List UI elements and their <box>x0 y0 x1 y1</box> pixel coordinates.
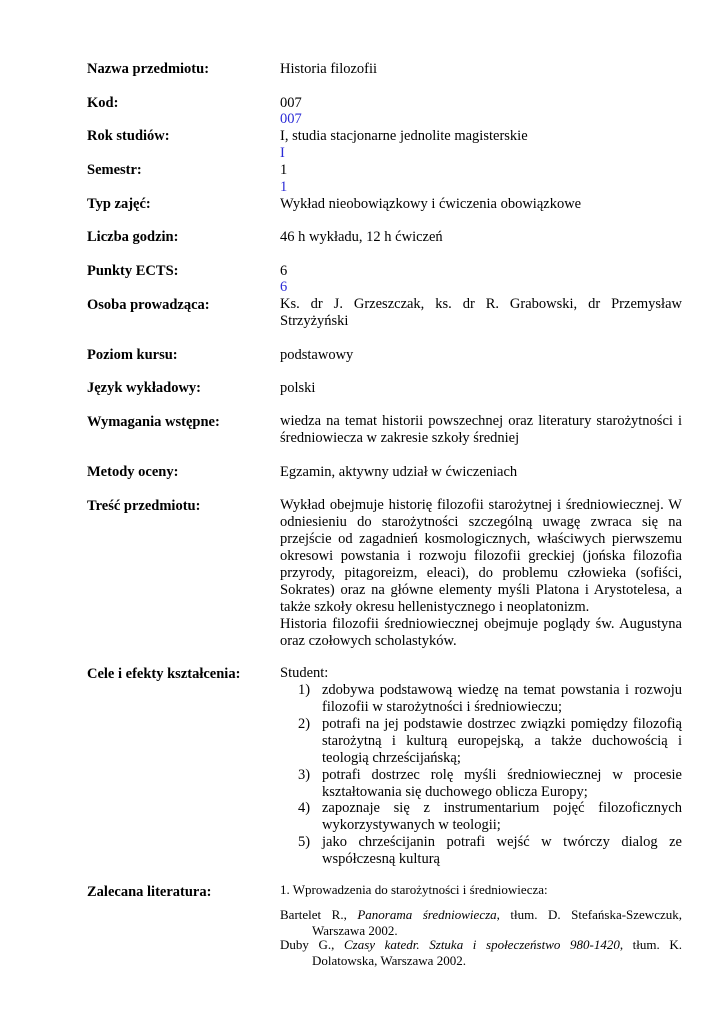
value-semestr: 1 <box>280 162 288 178</box>
label-rok-studiow: Rok studiów: <box>87 128 170 144</box>
tresc-line: odniesieniu do starożytności szczególną uwagę zwraca się na <box>280 514 682 530</box>
literatura-heading-text: 1. Wprowadzenia do starożytności i średniowiecza: <box>280 882 548 897</box>
cele-item-number: 4) <box>298 800 311 816</box>
label-kod: Kod: <box>87 95 119 111</box>
value-tresc-przedmiotu <box>280 497 682 650</box>
label-metody-oceny: Metody oceny: <box>87 464 179 480</box>
literatura-heading <box>280 882 682 899</box>
cele-item-number: 1) <box>298 682 311 698</box>
tresc-line: przejście od zagadnień kosmologicznych, właściwych pierwszemu <box>280 531 682 547</box>
label-jezyk-wykladowy: Język wykładowy: <box>87 380 201 396</box>
tresc-line: także szkoły okresu hellenistycznego i neoplatonizm. <box>280 599 590 615</box>
cele-item-line: filozofii w starożytności i średniowieczu; <box>322 699 562 715</box>
cele-item-line: zdobywa podstawową wiedzę na temat powstania i rozwoju <box>322 682 682 698</box>
tresc-line: oraz czołowych scholastyków. <box>280 633 457 649</box>
literatura-entry-continuation: Dolatowska, Warszawa 2002. <box>312 953 466 968</box>
cele-item-line: zapoznaje się z instrumentarium pojęć filozoficznych <box>322 800 682 816</box>
literatura-entry-1 <box>280 907 682 939</box>
cele-item-line: kształtowania się duchowego oblicza Europy; <box>322 784 588 800</box>
value-typ-zajec: Wykład nieobowiązkowy i ćwiczenia obowiązkowe <box>280 196 582 212</box>
literatura-entry-continuation: Warszawa 2002. <box>312 923 398 938</box>
cele-item-number: 3) <box>298 767 311 783</box>
tresc-line: okresowi powstania i rozwoju filozofii greckiej (jońska filozofia <box>280 548 682 564</box>
label-semestr: Semestr: <box>87 162 142 178</box>
value-ects-duplicate: 6 <box>280 279 288 295</box>
value-osoba-prowadzaca <box>280 296 682 330</box>
cele-intro: Student: <box>280 665 329 681</box>
value-punkty-ects: 6 <box>280 263 288 279</box>
entry-rest: , tłum. D. Stefańska-Szewczuk, <box>496 907 682 922</box>
entry-rest: , tłum. K. <box>619 937 682 952</box>
tresc-line: Historia filozofii średniowiecznej obejmuje poglądy św. Augustyna <box>280 616 682 632</box>
value-kod-duplicate: 007 <box>280 111 302 127</box>
cele-item-line: współczesną kulturą <box>322 851 440 867</box>
osoba-line: Ks. dr J. Grzeszczak, ks. dr R. Grabowski, dr Przemysław <box>280 296 682 312</box>
cele-item-number: 5) <box>298 834 311 850</box>
cele-item-line: jako chrześcijanin potrafi wejść w twórczy dialog ze <box>322 834 682 850</box>
entry-author: Duby G., <box>280 937 344 952</box>
label-wymagania-wstepne: Wymagania wstępne: <box>87 414 220 430</box>
literatura-entry-2 <box>280 937 682 969</box>
label-liczba-godzin: Liczba godzin: <box>87 229 179 245</box>
label-cele-i-efekty: Cele i efekty kształcenia: <box>87 666 241 682</box>
value-nazwa-przedmiotu: Historia filozofii <box>280 61 378 77</box>
cele-item-line: starożytną i kulturą europejską, a także duchowością i <box>322 733 682 749</box>
tresc-line: Sokrates) oraz na główne elementy myśli Platona i Arystotelesa, a <box>280 582 682 598</box>
osoba-line: Strzyżyński <box>280 313 349 329</box>
label-nazwa-przedmiotu: Nazwa przedmiotu: <box>87 61 210 77</box>
entry-title: Czasy katedr. Sztuka i społeczeństwo 980-1420 <box>343 937 620 952</box>
cele-item-line: wykorzystywanych w teologii; <box>322 817 501 833</box>
cele-item-line: potrafi na jej podstawie dostrzec związki pomiędzy filozofią <box>322 716 682 732</box>
entry-author: Bartelet R., <box>280 907 358 922</box>
value-rok-duplicate: I <box>280 145 285 161</box>
value-liczba-godzin: 46 h wykładu, 12 h ćwiczeń <box>280 229 443 245</box>
wymagania-line: wiedza na temat historii powszechnej oraz literatury starożytności i <box>280 413 682 429</box>
cele-item-line: potrafi dostrzec rolę myśli średniowiecznej w procesie <box>322 767 682 783</box>
label-punkty-ects: Punkty ECTS: <box>87 263 179 279</box>
value-metody-oceny: Egzamin, aktywny udział w ćwiczeniach <box>280 464 518 480</box>
value-rok-studiow: I, studia stacjonarne jednolite magisterskie <box>280 128 528 144</box>
label-typ-zajec: Typ zajęć: <box>87 196 151 212</box>
label-poziom-kursu: Poziom kursu: <box>87 347 178 363</box>
tresc-line: Wykład obejmuje historię filozofii starożytnej i średniowiecznej. W <box>280 497 682 513</box>
value-poziom-kursu: podstawowy <box>280 347 354 363</box>
value-jezyk-wykladowy: polski <box>280 380 316 396</box>
cele-item-number: 2) <box>298 716 311 732</box>
label-osoba-prowadzaca: Osoba prowadząca: <box>87 297 210 313</box>
value-wymagania-wstepne <box>280 413 682 447</box>
wymagania-line: średniowiecza w zakresie szkoły średniej <box>280 430 520 446</box>
literatura-entry-line <box>280 907 682 923</box>
label-tresc-przedmiotu: Treść przedmiotu: <box>87 498 201 514</box>
entry-title: Panorama średniowiecza <box>357 907 497 922</box>
literatura-entry-line <box>280 937 682 953</box>
tresc-line: przyrody, pitagoreizm, eleaci), do problemu człowieka (sofiści, <box>280 565 682 581</box>
label-zalecana-literatura: Zalecana literatura: <box>87 884 212 900</box>
value-kod: 007 <box>280 95 302 111</box>
value-semestr-duplicate: 1 <box>280 179 288 195</box>
cele-item-line: teologią chrześcijańską; <box>322 750 461 766</box>
